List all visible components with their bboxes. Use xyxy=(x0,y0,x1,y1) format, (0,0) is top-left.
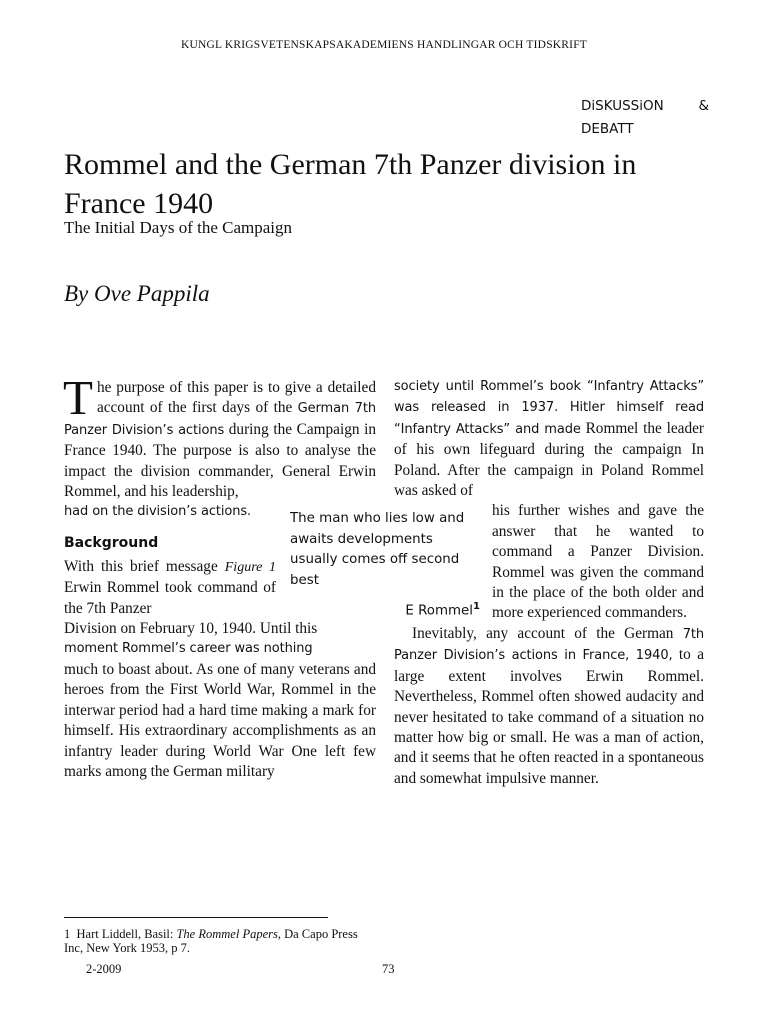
section-ampersand: & xyxy=(698,98,709,114)
journal-header: KUNGL KRIGSVETENSKAPSAKADEMIENS HANDLINGAR OCH TIDSKRIFT xyxy=(180,39,588,51)
pull-quote-text: The man who lies low and awaits developments usually comes off second best xyxy=(290,511,465,588)
right-text-i: to a large extent involves Erwin Rommel. Nevertheless, Rommel often showed audacity and never hesitated to take command of a situation no matter how big or small. He was a man of action, and it seems that he often reacted in a spontaneous and somewhat impulsive manner. xyxy=(394,646,704,787)
right-column xyxy=(394,376,704,789)
right-text-a: society until Rommel’s book “Infantry xyxy=(394,379,644,394)
page-number: 73 xyxy=(382,962,395,976)
background-text-a: With this brief message xyxy=(64,557,218,575)
right-text-g: Inevitably, any account of the German xyxy=(412,624,674,642)
intro-paragraph xyxy=(63,370,377,502)
right-text-e: Rommel the leader of his own lifeguard during the campaign In Poland. After the campaign in Poland Rommel was asked of xyxy=(394,419,704,500)
background-text-b: Erwin Rommel took command of the 7th Panzer xyxy=(64,579,276,617)
right-text-h: 7th Panzer Division’s actions in France, 1940, xyxy=(394,626,704,664)
intro-text-a: he purpose of this paper is to give a detailed account of the first days of the xyxy=(96,379,376,417)
right-text-d: himself read “Infantry Attacks” and made xyxy=(394,400,705,437)
right-text-b: Attacks” was released in 1937. xyxy=(394,379,704,416)
issue-number: 2-2009 xyxy=(86,962,122,976)
background-text-d: moment Rommel’s career was nothing xyxy=(64,641,313,657)
right-paragraph-2 xyxy=(394,624,704,789)
section-word-2: DEBATT xyxy=(581,121,634,137)
figure-reference: Figure 1 xyxy=(224,559,276,575)
intro-text-c: during the Campaign in France 1940. The purpose is also to analyse the impact the division commander, General Erwin Rommel, and his leadership, xyxy=(64,420,377,501)
footnote-author: Hart Liddell, Basil: xyxy=(76,927,174,941)
article-byline: By Ove Pappila xyxy=(64,281,210,306)
footnote-publisher: Da Capo Press Inc, New York 1953, p 7. xyxy=(64,927,358,955)
background-heading: Background xyxy=(64,534,159,551)
article-subtitle: The Initial Days of the Campaign xyxy=(64,218,293,237)
footnote-rule xyxy=(64,917,328,918)
footnote-number: 1 xyxy=(64,927,71,941)
right-paragraph-1-top xyxy=(394,376,704,501)
right-text-f: his further wishes and gave the answer that he wanted to command a Panzer Division. Rommel was given the command in the place of the both older and more experienced commanders. xyxy=(492,502,704,622)
section-word-1: DiSKUSSiON xyxy=(581,98,664,114)
drop-cap: T xyxy=(63,370,93,425)
background-text-e: much to boast about. As one of many veterans and heroes from the First World War, Rommel in the interwar period had a hard time making a mark for himself. His extraordinary accomplishments as an infantry leader during World War One left few marks among the German military xyxy=(64,660,376,780)
footnote xyxy=(64,928,376,955)
intro-text-b: German 7th Panzer Division’s actions xyxy=(64,401,376,438)
section-label xyxy=(581,95,709,141)
article-title: Rommel and the German 7th Panzer division in France 1940 xyxy=(64,148,637,220)
background-text-c: Division on February 10, 1940. Until this xyxy=(64,620,318,638)
footnote-book: The Rommel Papers, xyxy=(176,927,281,941)
right-text-c: Hitler xyxy=(569,400,605,416)
intro-text-d: had on the division’s actions. xyxy=(64,504,252,520)
background-paragraph-start xyxy=(64,557,276,619)
footnote-marker: 1 xyxy=(473,601,480,613)
attribution-name: E Rommel xyxy=(405,603,474,619)
